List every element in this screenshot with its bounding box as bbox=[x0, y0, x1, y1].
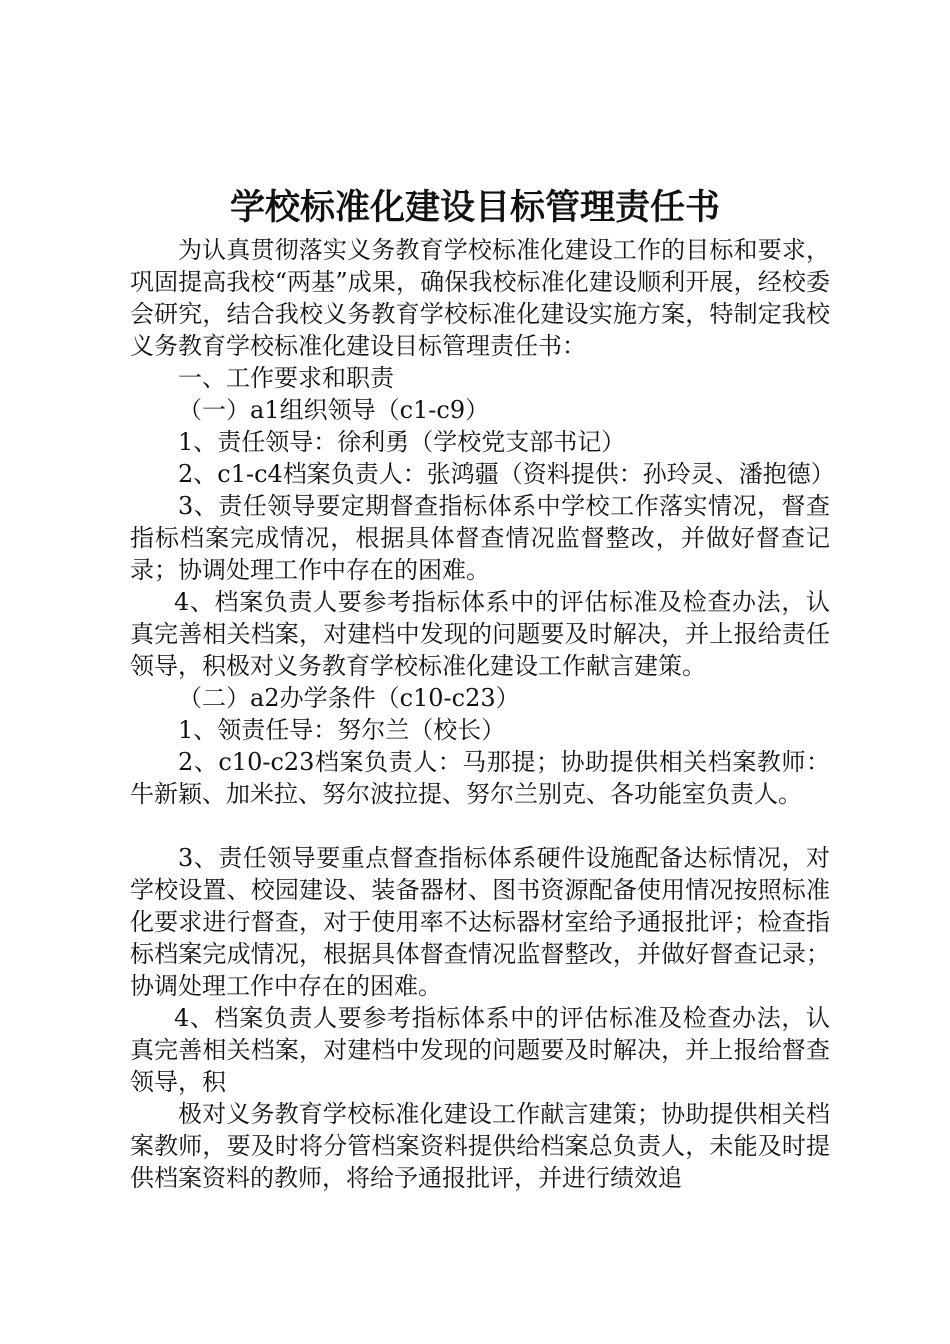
a2-item-2: 2、c10-c23档案负责人：马那提；协助提供相关档案教师：牛新颖、加米拉、努尔波拉提、努尔兰别克、各功能室负责人。 bbox=[130, 748, 830, 808]
subsection-heading-a1: （一）a1组织领导（c1-c9） bbox=[178, 396, 490, 424]
subsection-heading-a2: （二）a2办学条件（c10-c23） bbox=[178, 684, 520, 712]
document-body bbox=[130, 234, 835, 1194]
intro-paragraph: 为认真贯彻落实义务教育学校标准化建设工作的目标和要求，巩固提高我校“两基”成果，确保我校标准化建设顺利开展，经校委会研究，结合我校义务教育学校标准化建设实施方案，特制定我校义务教育学校标准化建设目标管理责任书： bbox=[130, 236, 830, 360]
blank-line bbox=[130, 810, 830, 842]
a1-item-4: 4、档案负责人要参考指标体系中的评估标准及检查办法，认真完善相关档案，对建档中发现的问题要及时解决，并上报给责任领导，积极对义务教育学校标准化建设工作献言建策。 bbox=[130, 588, 830, 680]
a2-item-1: 1、领责任导：努尔兰（校长） bbox=[178, 716, 506, 744]
a2-item-4-continued: 极对义务教育学校标准化建设工作献言建策；协助提供相关档案教师，要及时将分管档案资料提供给档案总负责人，未能及时提供档案资料的教师，将给予通报批评，并进行绩效追 bbox=[130, 1100, 830, 1192]
a1-item-1: 1、责任领导：徐利勇（学校党支部书记） bbox=[178, 428, 626, 456]
section-heading-work-requirements: 一、工作要求和职责 bbox=[178, 364, 394, 392]
a2-item-3: 3、责任领导要重点督查指标体系硬件设施配备达标情况，对学校设置、校园建设、装备器材、图书资源配备使用情况按照标准化要求进行督查，对于使用率不达标器材室给予通报批评；检查指标档案完成情况，根据具体督查情况监督整改，并做好督查记录；协调处理工作中存在的困难。 bbox=[130, 844, 830, 1000]
a1-item-2: 2、c1-c4档案负责人：张鸿疆（资料提供：孙玲灵、潘抱德） bbox=[178, 460, 835, 488]
a1-item-3: 3、责任领导要定期督查指标体系中学校工作落实情况，督查指标档案完成情况，根据具体督查情况监督整改，并做好督查记录；协调处理工作中存在的困难。 bbox=[130, 492, 830, 584]
document-title: 学校标准化建设目标管理责任书 bbox=[229, 187, 720, 228]
a2-item-4: 4、档案负责人要参考指标体系中的评估标准及检查办法，认真完善相关档案，对建档中发现的问题要及时解决，并上报给督查领导，积 bbox=[130, 1004, 830, 1096]
